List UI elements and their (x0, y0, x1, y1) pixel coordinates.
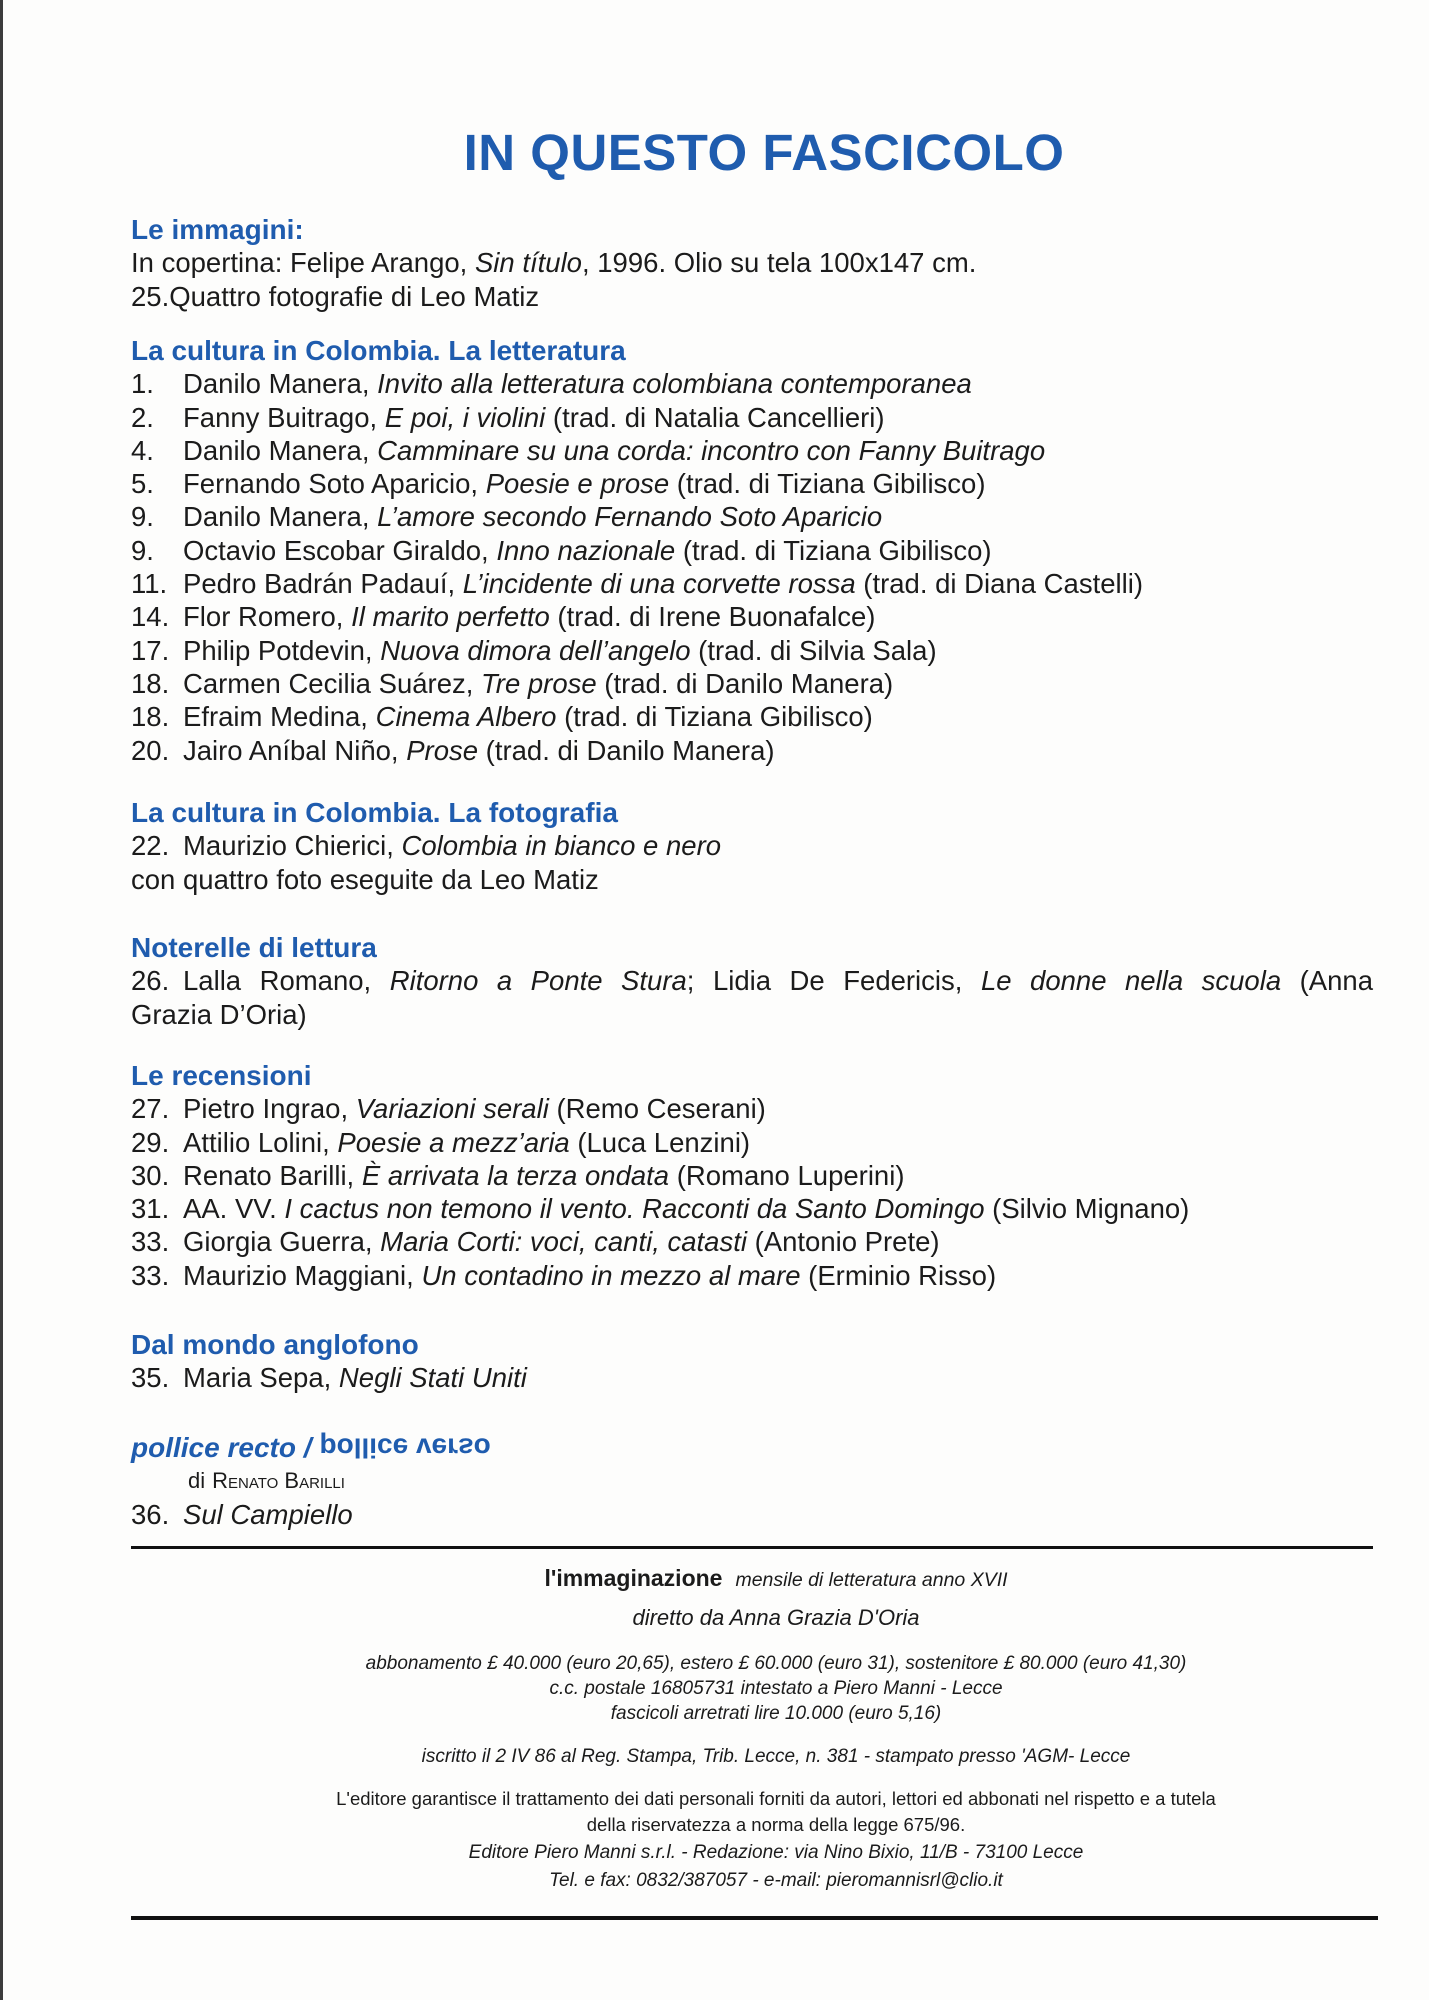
item-page-number: 22. (131, 830, 170, 862)
item-text: 25.Quattro fotografie di Leo Matiz (131, 280, 540, 312)
toc-item (131, 534, 1373, 567)
toc-item (131, 1361, 1373, 1394)
section-list (131, 829, 1373, 896)
toc-item (131, 1192, 1373, 1225)
footer-masthead (131, 1564, 1421, 1596)
byline-prefix: di (188, 1468, 206, 1494)
journal-description: mensile di letteratura anno XVII (735, 1569, 1008, 1591)
work-title: Colombia in bianco e nero (401, 830, 722, 862)
work-title: L’incidente di una corvette rossa (462, 568, 856, 600)
byline-author: Renato Barilli (212, 1468, 345, 1494)
section-heading: Dal mondo anglofono (131, 1329, 419, 1360)
item-page-number: 14. (131, 601, 170, 633)
section-heading (131, 1431, 1373, 1464)
work-title: Nuova dimora dell’angelo (380, 634, 691, 666)
item-text: Fanny Buitrago, (183, 401, 385, 433)
item-text: (Remo Ceserani) (548, 1093, 766, 1125)
footer-registration: iscritto il 2 IV 86 al Reg. Stampa, Trib. Lecce, n. 381 - stampato presso 'AGM- Lecce (421, 1746, 1131, 1767)
item-text: Grazia D’Oria) (131, 998, 307, 1030)
page-title: IN QUESTO FASCICOLO (463, 124, 1065, 181)
item-text: Pedro Badrán Padauí, (183, 568, 463, 600)
item-text: (trad. di Irene Buonafalce) (549, 601, 876, 633)
item-page-number: 30. (131, 1159, 170, 1191)
section-list (131, 964, 1373, 1031)
item-page-number: 18. (131, 701, 170, 733)
work-title: Inno nazionale (496, 534, 676, 566)
item-text: (trad. di Natalia Cancellieri) (545, 401, 885, 433)
item-page-number: 26. (131, 965, 170, 997)
section-heading: La cultura in Colombia. La fotografia (131, 797, 618, 828)
footer-publisher: Editore Piero Manni s.r.l. - Redazione: via Nino Bixio, 11/B - 73100 Lecce (468, 1842, 1084, 1863)
item-text: Efraim Medina, (183, 701, 376, 733)
section-anglophone (131, 1328, 1373, 1395)
work-title: Variazioni serali (355, 1093, 549, 1125)
section-list (131, 1361, 1373, 1394)
item-text: Maurizio Chierici, (183, 830, 402, 862)
item-text: (Erminio Risso) (800, 1259, 997, 1291)
work-title: Negli Stati Uniti (338, 1362, 527, 1394)
item-text: Jairo Aníbal Niño, (183, 734, 407, 766)
item-text: (trad. di Tiziana Gibilisco) (669, 468, 986, 500)
section-list (131, 1092, 1373, 1292)
item-text: Danilo Manera, (183, 434, 378, 466)
section-heading: Noterelle di lettura (131, 932, 377, 963)
toc-text-line (131, 280, 1373, 313)
work-title: Le donne nella scuola (980, 965, 1282, 997)
item-text: Danilo Manera, (183, 501, 378, 533)
item-text: (trad. di Danilo Manera) (478, 734, 775, 766)
heading-recto: pollice recto / (131, 1432, 312, 1463)
footer-privacy-line-1: L'editore garantisce il trattamento dei dati personali forniti da autori, lettori ed abbonati nel rispetto e a tutela (336, 1788, 1216, 1809)
item-page-number: 9. (131, 534, 154, 566)
section-reading-notes (131, 931, 1373, 1031)
item-text: Philip Potdevin, (183, 634, 381, 666)
footer-director: diretto da Anna Grazia D'Oria (632, 1605, 920, 1630)
item-text: Carmen Cecilia Suárez, (183, 667, 482, 699)
item-page-number: 31. (131, 1193, 170, 1225)
footer-top-rule (131, 1546, 1373, 1549)
toc-item (131, 1225, 1373, 1258)
item-page-number: 33. (131, 1259, 170, 1291)
toc-item (131, 964, 1373, 997)
toc-text-line (131, 998, 1373, 1031)
toc-item (131, 700, 1373, 733)
work-title: Un contadino in mezzo al mare (421, 1259, 801, 1291)
section-heading: Le recensioni (131, 1060, 312, 1091)
item-text: Giorgia Guerra, (183, 1226, 381, 1258)
item-text: Renato Barilli, (183, 1159, 362, 1191)
toc-item (131, 1159, 1373, 1192)
toc-item (131, 367, 1373, 400)
item-text: Octavio Escobar Giraldo, (183, 534, 497, 566)
item-text: ; Lidia De Federicis, (686, 965, 981, 997)
item-text: (Antonio Prete) (746, 1226, 940, 1258)
item-text: (trad. di Tiziana Gibilisco) (675, 534, 992, 566)
item-page-number: 1. (131, 368, 154, 400)
item-text: Danilo Manera, (183, 368, 378, 400)
work-title: Poesie e prose (485, 468, 670, 500)
item-text: (trad. di Danilo Manera) (596, 667, 894, 699)
toc-item (131, 1259, 1373, 1292)
item-text: con quattro foto eseguite da Leo Matiz (131, 863, 599, 895)
heading-verso-flipped: pollice verso (319, 1432, 491, 1464)
item-text: , 1996. Olio su tela 100x147 cm. (581, 247, 977, 279)
item-page-number: 36. (131, 1498, 170, 1530)
section-heading: Le immagini: (131, 214, 304, 245)
work-title: L’amore secondo Fernando Soto Aparicio (377, 501, 883, 533)
toc-item (131, 734, 1373, 767)
toc-item (131, 467, 1373, 500)
toc-item (131, 600, 1373, 633)
toc-text-line (131, 246, 1373, 279)
footer-privacy-line-2: della riservatezza a norma della legge 675/96. (586, 1814, 966, 1835)
item-text: Pietro Ingrao, (183, 1093, 356, 1125)
work-title: È arrivata la terza ondata (361, 1159, 670, 1191)
toc-item (131, 829, 1373, 862)
item-page-number: 27. (131, 1093, 170, 1125)
item-text: Flor Romero, (183, 601, 352, 633)
toc-item (131, 434, 1373, 467)
item-text: AA. VV. (183, 1193, 285, 1225)
item-page-number: 17. (131, 634, 170, 666)
scan-edge (0, 0, 3, 2000)
item-text: Lalla Romano, (183, 965, 390, 997)
item-page-number: 11. (131, 568, 168, 600)
toc-item (131, 1126, 1373, 1159)
toc-item (131, 401, 1373, 434)
section-photography (131, 796, 1373, 896)
item-page-number: 29. (131, 1126, 170, 1158)
toc-item (131, 634, 1373, 667)
item-page-number: 4. (131, 434, 154, 466)
item-text: Fernando Soto Aparicio, (183, 468, 486, 500)
work-title: Ritorno a Ponte Stura (389, 965, 687, 997)
item-page-number: 5. (131, 468, 154, 500)
section-list (131, 1498, 1373, 1531)
item-text: (Silvio Mignano) (984, 1193, 1190, 1225)
item-page-number: 20. (131, 734, 170, 766)
item-page-number: 9. (131, 501, 154, 533)
item-page-number: 18. (131, 667, 170, 699)
item-text: (Luca Lenzini) (569, 1126, 751, 1158)
item-text: (trad. di Tiziana Gibilisco) (556, 701, 873, 733)
item-text: (trad. di Diana Castelli) (855, 568, 1143, 600)
work-title: Tre prose (481, 667, 597, 699)
item-text: (Romano Luperini) (669, 1159, 905, 1191)
journal-name: l'immaginazione (544, 1565, 723, 1591)
work-title: Sin título (474, 247, 582, 279)
item-text: In copertina: Felipe Arango, (131, 247, 475, 279)
footer-bottom-rule (131, 1916, 1378, 1920)
work-title: Poesie a mezz’aria (337, 1126, 570, 1158)
item-page-number: 2. (131, 401, 154, 433)
toc-text-line (131, 863, 1373, 896)
item-text: Attilio Lolini, (183, 1126, 338, 1158)
item-text: (trad. di Silvia Sala) (690, 634, 937, 666)
work-title: Il marito perfetto (351, 601, 550, 633)
work-title: E poi, i violini (384, 401, 546, 433)
item-page-number: 35. (131, 1362, 170, 1394)
work-title: Cinema Albero (375, 701, 557, 733)
toc-item (131, 1498, 1373, 1531)
footer-postal-account: c.c. postale 16805731 intestato a Piero Manni - Lecce (549, 1678, 1003, 1699)
work-title: Camminare su una corda: incontro con Fanny Buitrago (377, 434, 1046, 466)
section-literature (131, 334, 1373, 767)
toc-item (131, 1092, 1373, 1125)
byline (131, 1464, 1373, 1497)
toc-item (131, 667, 1373, 700)
work-title: Sul Campiello (183, 1498, 353, 1530)
work-title: Prose (406, 734, 479, 766)
work-title: Maria Corti: voci, canti, catasti (380, 1226, 747, 1258)
footer-contact: Tel. e fax: 0832/387057 - e-mail: pieromannisrl@clio.it (549, 1870, 1003, 1891)
section-pollice (131, 1431, 1373, 1531)
footer-back-issues: fascicoli arretrati lire 10.000 (euro 5,16) (610, 1703, 942, 1724)
section-images (131, 213, 1373, 313)
item-text: (Anna (1281, 965, 1374, 997)
work-title: I cactus non temono il vento. Racconti da Santo Domingo (284, 1193, 985, 1225)
work-title: Invito alla letteratura colombiana contemporanea (377, 368, 972, 400)
footer-subscription: abbonamento £ 40.000 (euro 20,65), estero £ 60.000 (euro 31), sostenitore £ 80.000 (euro 41,30) (365, 1653, 1187, 1674)
section-heading: La cultura in Colombia. La letteratura (131, 335, 626, 366)
item-page-number: 33. (131, 1226, 170, 1258)
toc-item (131, 500, 1373, 533)
section-list (131, 246, 1373, 313)
item-text: Maria Sepa, (183, 1362, 339, 1394)
toc-item (131, 567, 1373, 600)
item-text: Maurizio Maggiani, (183, 1259, 422, 1291)
section-reviews (131, 1059, 1373, 1292)
section-list (131, 367, 1373, 767)
